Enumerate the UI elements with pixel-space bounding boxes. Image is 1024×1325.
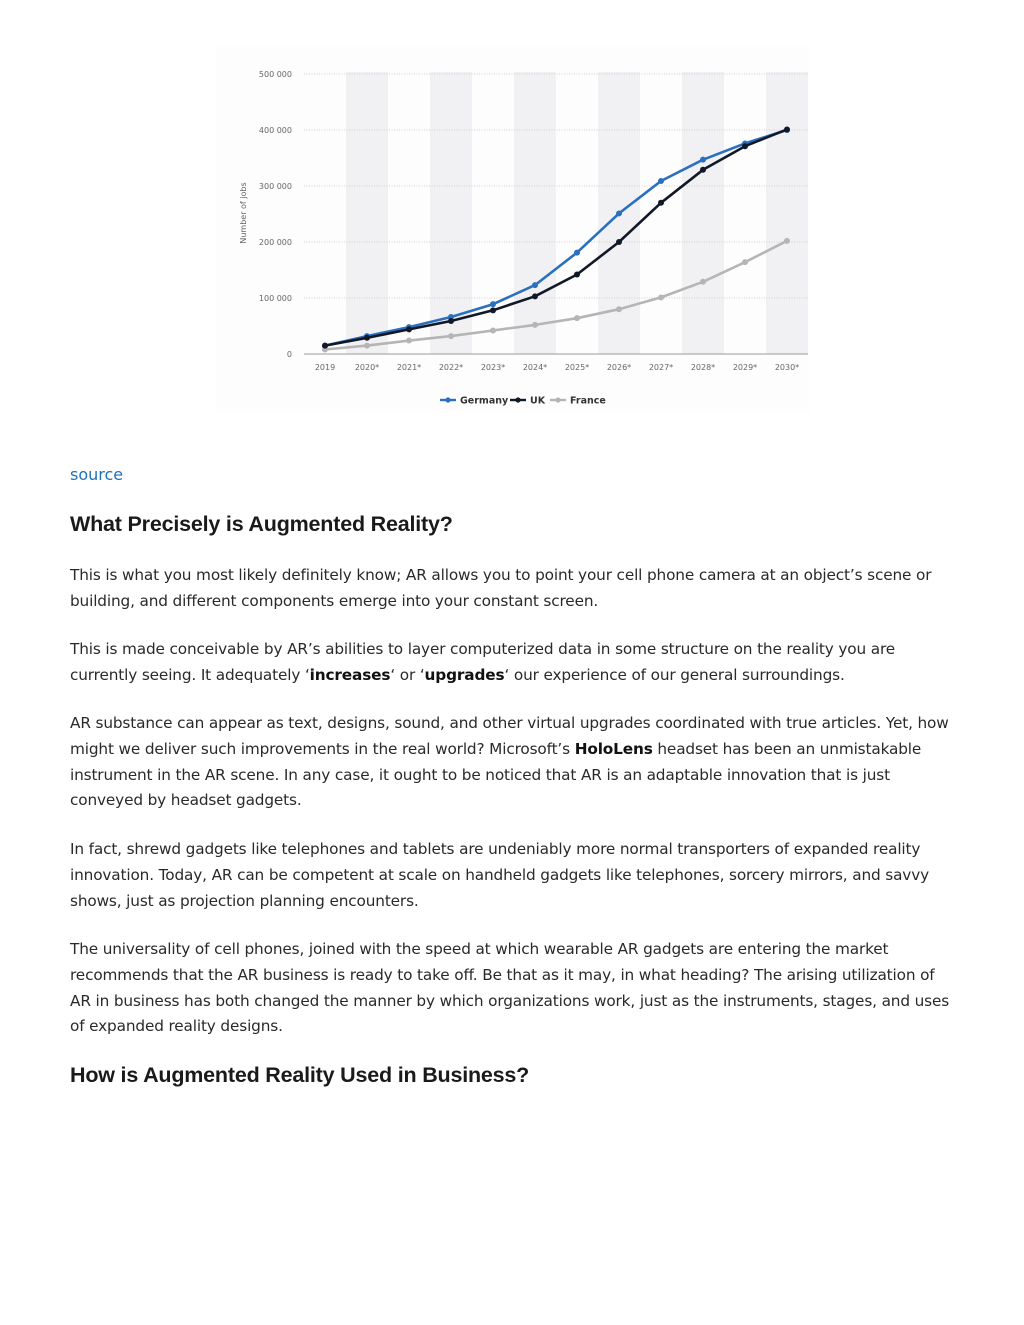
data-point-uk [784, 126, 790, 132]
data-point-france [448, 333, 454, 339]
paragraph-1: This is what you most likely definitely know; AR allows you to point your cell phone camera at an object’s scene or building, and different components emerge into your constant screen. [70, 566, 932, 610]
legend-label-france: France [570, 395, 606, 407]
y-tick-label: 200 000 [258, 238, 292, 247]
paragraph-2: This is made conceivable by AR’s abilities to layer computerized data in some structure on the reality you are currently seeing. It adequately ‘increases‘ or ‘upgrades‘ our experience of our general surroundings. [70, 640, 896, 684]
y-tick-label: 100 000 [258, 294, 292, 303]
data-point-germany [700, 157, 706, 163]
column-band [766, 72, 808, 354]
chart-legend [440, 396, 606, 407]
x-tick-label: 2028* [690, 363, 716, 372]
data-point-france [490, 327, 496, 333]
paragraph-3: AR substance can appear as text, designs, sound, and other virtual upgrades coordinated with true articles. Yet, how might we deliver such improvements in the real world? Microsoft’s HoloLens headset has been an unmistakable instrument in the AR scene. In any case, it ought to be noticed that AR is an adaptable innovation that is just conveyed by headset gadgets. [70, 714, 949, 810]
bold-hololens: HoloLens [574, 739, 653, 758]
data-point-uk [742, 143, 748, 149]
y-tick-label: 400 000 [258, 126, 292, 135]
x-tick-label: 2030* [774, 363, 800, 372]
data-point-france [364, 343, 370, 349]
data-point-france [658, 294, 664, 300]
x-tick-label: 2022* [438, 363, 464, 372]
data-point-france [784, 238, 790, 244]
legend-marker-france [555, 397, 560, 402]
legend-label-germany: Germany [460, 395, 509, 407]
data-point-uk [616, 239, 622, 245]
paragraph-5: The universality of cell phones, joined with the speed at which wearable AR gadgets are entering the market recommends that the AR business is ready to take off. Be that as it may, in what heading? The arising utilization of AR in business has both changed the manner by which organizations work, just as the instruments, stages, and uses of expanded reality designs. [70, 940, 950, 1036]
x-tick-label: 2019 [314, 363, 336, 372]
section-heading-ar-in-business: How is Augmented Reality Used in Business? [70, 1063, 530, 1087]
y-tick-labels [259, 70, 292, 359]
data-point-uk [364, 335, 370, 341]
data-point-uk [658, 200, 664, 206]
x-tick-label: 2020* [354, 363, 380, 372]
data-point-france [616, 306, 622, 312]
data-point-uk [574, 271, 580, 277]
data-point-germany [616, 210, 622, 216]
data-point-germany [532, 282, 538, 288]
data-point-germany [574, 250, 580, 256]
data-point-uk [448, 318, 454, 324]
x-tick-label: 2024* [522, 363, 548, 372]
data-point-uk [700, 167, 706, 173]
chart-svg [216, 47, 810, 413]
bold-increases: increases [309, 665, 391, 684]
x-tick-label: 2027* [648, 363, 674, 372]
legend-label-uk: UK [530, 395, 546, 407]
x-tick-label: 2023* [480, 363, 506, 372]
x-tick-label: 2026* [606, 363, 632, 372]
data-point-france [532, 322, 538, 328]
y-tick-label: 300 000 [258, 182, 292, 191]
x-tick-label: 2029* [732, 363, 758, 372]
x-tick-label: 2021* [396, 363, 422, 372]
source-link[interactable]: source [70, 465, 124, 484]
data-point-france [574, 315, 580, 321]
legend-marker-uk [515, 397, 520, 402]
x-tick-labels [315, 363, 799, 372]
data-point-germany [658, 178, 664, 184]
jobs-line-chart [216, 47, 810, 413]
paragraph-4: In fact, shrewd gadgets like telephones and tablets are undeniably more normal transporters of expanded reality innovation. Today, AR can be competent at scale on handheld gadgets like telephones, sorcery mirrors, and savvy shows, just as projection planning encounters. [70, 840, 930, 910]
column-band [682, 72, 724, 354]
data-point-germany [490, 301, 496, 307]
bold-upgrades: upgrades [424, 665, 505, 684]
data-point-france [700, 279, 706, 285]
legend-marker-germany [445, 397, 450, 402]
data-point-uk [532, 293, 538, 299]
data-point-uk [322, 343, 328, 349]
section-heading-what-is-ar: What Precisely is Augmented Reality? [70, 512, 453, 536]
data-point-france [742, 259, 748, 265]
data-point-france [406, 338, 412, 344]
column-band [514, 72, 556, 354]
y-tick-label: 500 000 [258, 70, 292, 79]
column-bands [346, 72, 808, 354]
y-tick-label: 0 [286, 350, 292, 359]
x-tick-label: 2025* [564, 363, 590, 372]
y-axis-label: Number of jobs [239, 182, 248, 244]
data-point-uk [490, 307, 496, 313]
data-point-uk [406, 326, 412, 332]
column-band [346, 72, 388, 354]
